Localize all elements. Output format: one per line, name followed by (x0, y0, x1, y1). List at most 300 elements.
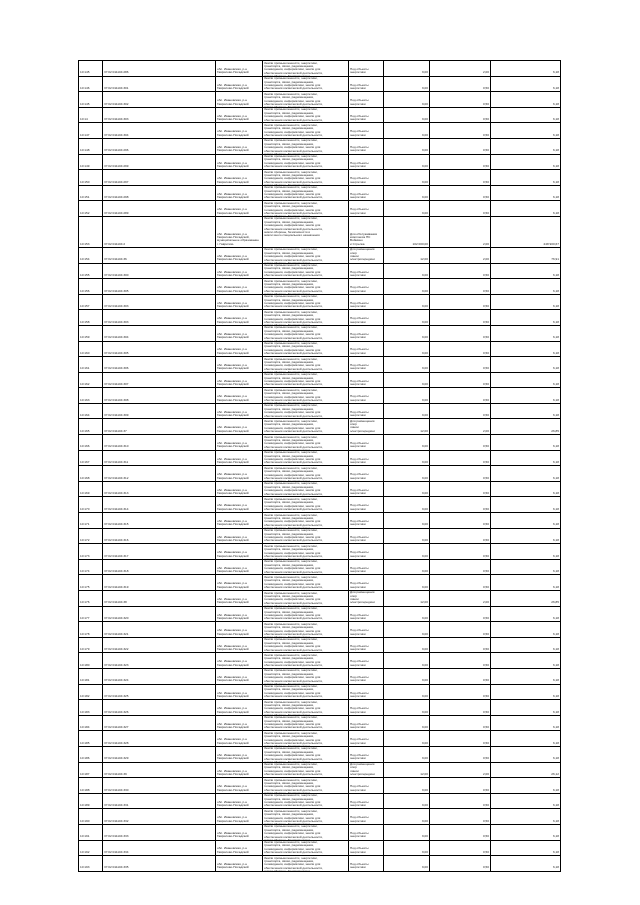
address-cell-text: обл. Ивановская, р-н Гаврилово-Посадский (217, 331, 249, 340)
area-cell-text: 9,00 (421, 382, 428, 387)
coefficient-cell (430, 794, 491, 809)
purpose-cell-text: Под объекты энергетики (350, 643, 369, 652)
address-cell (216, 622, 263, 637)
purpose-cell (349, 653, 384, 668)
value-cell (491, 310, 561, 325)
address-cell-text: обл. Ивановская, р-н Гаврилово-Посадский (217, 565, 249, 574)
purpose-cell-text: Под объекты энергетики (350, 331, 369, 340)
purpose-cell-text: Под объекты энергетики (350, 752, 369, 761)
table-row (79, 653, 561, 669)
row-number-cell-text: 10:146 (80, 85, 90, 90)
area-cell (384, 747, 430, 762)
land-category-cell-text: Земли промышленности, энергетики, транспорта, связи, радиовещания, телевидения, информатики, земли для обеспечения космической деятельности, (264, 294, 324, 309)
row-number-cell (79, 108, 103, 123)
land-category-cell (263, 575, 349, 590)
row-number-cell (79, 92, 103, 107)
address-cell-text: обл. Ивановская, р-н Гаврилово-Посадский (217, 113, 249, 122)
row-number-cell-text: 10:172 (80, 538, 90, 543)
row-number-cell-text: 10:181 (80, 678, 90, 683)
cadastral-number-cell (103, 466, 216, 481)
coefficient-cell-text: 0,50 (482, 678, 489, 683)
address-cell (216, 451, 263, 466)
coefficient-cell (430, 139, 491, 154)
land-category-cell (263, 404, 349, 419)
area-cell-text: 9,00 (421, 615, 428, 620)
purpose-cell-text: Под объекты энергетики (350, 129, 369, 137)
land-category-cell-text: Земли промышленности, энергетики, транспорта, связи, радиовещания, телевидения, информатики, земли для обеспечения космической деятельности, (264, 388, 324, 402)
cadastral-number-cell (103, 373, 216, 388)
cadastral-number-cell-text: 37:02:011104:2 (104, 241, 126, 246)
coefficient-cell (430, 700, 491, 715)
coefficient-cell-text: 0,50 (482, 553, 489, 558)
row-number-cell-text: 10:179 (80, 647, 90, 652)
cadastral-number-cell (103, 92, 216, 107)
cadastral-number-cell-text: 37:02:011104:313 (104, 491, 129, 496)
value-cell-text: 6,18 (552, 662, 559, 667)
coefficient-cell (430, 669, 491, 684)
value-cell-text: 6,18 (552, 631, 559, 636)
area-cell-text: 9,00 (421, 335, 428, 340)
value-cell (491, 77, 561, 92)
address-cell (216, 108, 263, 123)
table-row (79, 310, 561, 326)
cadastral-number-cell (103, 61, 216, 76)
coefficient-cell-text: 0,50 (482, 849, 489, 854)
coefficient-cell (430, 264, 491, 279)
value-cell-text: 6,18 (552, 304, 559, 309)
purpose-cell-text: Под объекты энергетики (350, 581, 369, 589)
cadastral-number-cell (103, 685, 216, 700)
area-cell-text: 9,00 (421, 460, 428, 465)
cadastral-number-cell (103, 700, 216, 715)
value-cell-text: 26,12 (551, 771, 559, 776)
row-number-cell (79, 825, 103, 840)
area-cell-text: 9,00 (421, 350, 428, 355)
area-cell-text: 9,00 (421, 725, 428, 730)
purpose-cell-text: Для обслуживания комплекса ПС Воймино и Стрелка (350, 231, 378, 246)
cadastral-number-cell-text: 37:02:011104:298 (104, 195, 129, 200)
cadastral-number-cell (103, 170, 216, 185)
area-cell (384, 466, 430, 481)
value-cell (491, 497, 561, 512)
land-category-cell (263, 92, 349, 107)
area-cell (384, 435, 430, 450)
cadastral-number-cell (103, 404, 216, 419)
area-cell (384, 529, 430, 544)
row-number-cell (79, 607, 103, 622)
row-number-cell (79, 731, 103, 746)
purpose-cell (349, 264, 384, 279)
land-category-cell-text: Земли промышленности, энергетики, транспорта, связи, радиовещания, телевидения, информатики, земли для обеспечения космической деятельности, (264, 809, 324, 824)
value-cell-text: 6,18 (552, 460, 559, 465)
area-cell-text: 9,00 (421, 756, 428, 761)
row-number-cell-text: 10:177 (80, 615, 90, 620)
land-category-cell (263, 155, 349, 170)
table-row (79, 560, 561, 576)
address-cell (216, 716, 263, 731)
cadastral-number-cell (103, 419, 216, 434)
address-cell (216, 92, 263, 107)
table-row (79, 295, 561, 311)
coefficient-cell-text: 0,50 (482, 335, 489, 340)
land-category-cell (263, 856, 349, 871)
purpose-cell-text: Для размещения опор линии электропередачи (350, 247, 375, 262)
value-cell-text: 6,18 (552, 179, 559, 184)
cadastral-number-cell-text: 37:02:011104:305 (104, 350, 129, 355)
cadastral-number-cell (103, 841, 216, 856)
area-cell-text: 9,00 (421, 413, 428, 418)
table-row (79, 685, 561, 701)
coefficient-cell-text: 0,50 (482, 350, 489, 355)
coefficient-cell (430, 451, 491, 466)
area-cell (384, 716, 430, 731)
purpose-cell-text: Под объекты энергетики (350, 799, 369, 808)
table-row (79, 123, 561, 139)
address-cell-text: обл. Ивановская, р-н Гаврилово-Посадский (217, 643, 249, 652)
purpose-cell (349, 139, 384, 154)
area-cell-text: 9,00 (421, 163, 428, 168)
land-category-cell (263, 310, 349, 325)
purpose-cell (349, 716, 384, 731)
value-cell (491, 92, 561, 107)
purpose-cell-text: Под объекты энергетики (350, 565, 369, 574)
coefficient-cell (430, 856, 491, 871)
value-cell (491, 591, 561, 606)
row-number-cell (79, 155, 103, 170)
address-cell-text: обл. Ивановская, р-н Гаврилово-Посадский (217, 799, 249, 808)
coefficient-cell-text: 0,50 (482, 117, 489, 122)
address-cell-text: обл. Ивановская, р-н Гаврилово-Посадский (217, 207, 249, 215)
cadastral-number-cell-text: 37:02:011104:307 (104, 382, 129, 387)
row-number-cell-text: 10:157 (80, 304, 90, 309)
table-row (79, 326, 561, 342)
coefficient-cell (430, 653, 491, 668)
row-number-cell (79, 497, 103, 512)
coefficient-cell (430, 575, 491, 590)
value-cell-text: 6,18 (552, 132, 559, 137)
value-cell (491, 373, 561, 388)
address-cell (216, 778, 263, 793)
cadastral-number-cell (103, 763, 216, 778)
purpose-cell-text: Под объекты энергетики (350, 830, 369, 839)
table-row (79, 747, 561, 763)
area-cell-text: 9,00 (421, 834, 428, 839)
cadastral-number-cell-text: 37:02:011104:309 (104, 413, 129, 418)
table-row (79, 731, 561, 747)
coefficient-cell (430, 685, 491, 700)
coefficient-cell-text: 2,00 (482, 600, 489, 605)
table-row (79, 700, 561, 716)
purpose-cell (349, 669, 384, 684)
land-category-cell-text: Земли промышленности, энергетики, транспорта, связи, радиовещания, телевидения, информатики, земли для обеспечения космической деятельности, (264, 435, 324, 449)
value-cell (491, 638, 561, 653)
cadastral-number-cell (103, 669, 216, 684)
purpose-cell-text: Под объекты энергетики (350, 82, 369, 90)
cadastral-number-cell (103, 591, 216, 606)
coefficient-cell (430, 513, 491, 528)
value-cell (491, 357, 561, 372)
address-cell-text: обл. Ивановская, р-н Гаврилово-Посадский (217, 378, 249, 387)
purpose-cell-text: Под объекты энергетики (350, 862, 369, 870)
cadastral-number-cell-text: 37:02:011104:37 (104, 428, 127, 433)
value-cell-text: 6,18 (552, 413, 559, 418)
cadastral-number-cell (103, 310, 216, 325)
coefficient-cell (430, 295, 491, 310)
area-cell-text: 9,00 (421, 210, 428, 215)
land-category-cell (263, 700, 349, 715)
cadastral-number-cell (103, 186, 216, 201)
cadastral-number-cell-text: 37:02:011104:38 (104, 600, 127, 605)
address-cell (216, 373, 263, 388)
cadastral-number-cell (103, 560, 216, 575)
value-cell (491, 108, 561, 123)
value-cell (491, 155, 561, 170)
coefficient-cell (430, 638, 491, 653)
value-cell (491, 685, 561, 700)
area-cell-text: 9,00 (421, 148, 428, 153)
address-cell (216, 170, 263, 185)
cadastral-number-cell (103, 482, 216, 497)
value-cell-text: 248 900,67 (543, 241, 559, 246)
cadastral-number-cell (103, 607, 216, 622)
cadastral-number-cell (103, 435, 216, 450)
purpose-cell (349, 92, 384, 107)
cadastral-number-cell (103, 279, 216, 294)
purpose-cell (349, 700, 384, 715)
row-number-cell (79, 419, 103, 434)
coefficient-cell (430, 92, 491, 107)
purpose-cell-text: Под объекты энергетики (350, 269, 369, 277)
row-number-cell-text: 10:189 (80, 803, 90, 808)
area-cell (384, 841, 430, 856)
coefficient-cell-text: 0,50 (482, 304, 489, 309)
area-cell (384, 544, 430, 559)
value-cell (491, 763, 561, 778)
address-cell-text: обл. Ивановская, р-н Гаврилово-Посадский (217, 269, 249, 277)
row-number-cell-text: 10:159 (80, 335, 90, 340)
area-cell-text: 9,00 (421, 849, 428, 854)
row-number-cell-text: 10:153 (80, 241, 90, 246)
area-cell (384, 763, 430, 778)
row-number-cell (79, 622, 103, 637)
row-number-cell-text: 10:184 (80, 725, 90, 730)
cadastral-number-cell-text: 37:02:011104:317 (104, 553, 129, 558)
coefficient-cell (430, 326, 491, 341)
address-cell (216, 217, 263, 247)
area-cell (384, 638, 430, 653)
purpose-cell-text: Под объекты энергетики (350, 285, 369, 293)
coefficient-cell-text: 0,50 (482, 460, 489, 465)
address-cell (216, 794, 263, 809)
row-number-cell (79, 373, 103, 388)
value-cell-text: 6,18 (552, 787, 559, 792)
value-cell (491, 248, 561, 263)
value-cell (491, 544, 561, 559)
land-category-cell (263, 201, 349, 216)
address-cell (216, 763, 263, 778)
coefficient-cell-text: 0,50 (482, 85, 489, 90)
land-category-cell-text: Земли промышленности, энергетики, транспорта, связи, радиовещания, телевидения, информатики, земли для обеспечения космической деятельности, (264, 325, 324, 340)
land-category-cell (263, 77, 349, 92)
row-number-cell (79, 310, 103, 325)
address-cell-text: обл. Ивановская, р-н Гаврилово-Посадский (217, 737, 249, 745)
coefficient-cell (430, 747, 491, 762)
address-cell (216, 560, 263, 575)
coefficient-cell (430, 123, 491, 138)
area-cell-text: 9,00 (421, 662, 428, 667)
cadastral-number-cell-text: 37:02:011104:305 (104, 288, 129, 293)
coefficient-cell (430, 825, 491, 840)
coefficient-cell-text: 0,50 (482, 569, 489, 574)
address-cell (216, 575, 263, 590)
area-cell (384, 622, 430, 637)
area-cell (384, 482, 430, 497)
coefficient-cell-text: 0,50 (482, 491, 489, 496)
cadastral-number-cell-text: 37:02:011104:318 (104, 569, 129, 574)
land-category-cell (263, 778, 349, 793)
coefficient-cell (430, 778, 491, 793)
value-cell-text: 6,18 (552, 709, 559, 714)
coefficient-cell-text: 0,50 (482, 272, 489, 277)
row-number-cell (79, 669, 103, 684)
purpose-cell (349, 591, 384, 606)
purpose-cell-text: Под объекты энергетики (350, 363, 369, 371)
value-cell-text: 76,91 (551, 257, 559, 262)
value-cell (491, 622, 561, 637)
cadastral-number-cell-text: 37:02:011104:331 (104, 803, 129, 808)
land-category-cell-text: Земли промышленности, энергетики, транспорта, связи, радиовещания, телевидения, информатики, земли для обеспечения космической деятельности, (264, 357, 324, 371)
table-row (79, 794, 561, 810)
land-category-cell-text: Земли промышленности, энергетики, транспорта, связи, радиовещания, телевидения, информатики, земли для обеспечения космической деятельности, (264, 185, 324, 200)
coefficient-cell-text: 0,50 (482, 584, 489, 589)
area-cell-text: 12,00 (420, 600, 428, 605)
purpose-cell-text: Под объекты энергетики (350, 815, 369, 823)
value-cell (491, 575, 561, 590)
land-category-cell-text: Земли промышленности, энергетики, транспорта, связи, радиовещания, телевидения, информатики, земли для обеспечения космической деятельности, (264, 263, 324, 278)
address-cell-text: обл. Ивановская, р-н Гаврилово-Посадский (217, 66, 249, 75)
purpose-cell-text: Под объекты энергетики (350, 160, 369, 168)
purpose-cell (349, 638, 384, 653)
coefficient-cell-text: 2,00 (482, 428, 489, 433)
cadastral-number-cell (103, 575, 216, 590)
row-number-cell-text: 10:165 (80, 428, 90, 433)
land-category-cell (263, 731, 349, 746)
land-category-cell (263, 544, 349, 559)
row-number-cell-text: 10:158 (80, 319, 90, 324)
cadastral-number-cell (103, 778, 216, 793)
purpose-cell-text: Под объекты энергетики (350, 300, 369, 309)
row-number-cell (79, 279, 103, 294)
purpose-cell-text: Под объекты энергетики (350, 846, 369, 854)
address-cell-text: обл. Ивановская, р-н Гаврилово-Посадский (217, 472, 249, 480)
area-cell-text: 9,00 (421, 787, 428, 792)
row-number-cell-text: 10:183 (80, 709, 90, 714)
area-cell-text: 9,00 (421, 319, 428, 324)
area-cell (384, 388, 430, 403)
area-cell (384, 77, 430, 92)
purpose-cell (349, 310, 384, 325)
land-category-cell (263, 388, 349, 403)
row-number-cell (79, 435, 103, 450)
land-category-cell (263, 279, 349, 294)
land-category-cell (263, 264, 349, 279)
coefficient-cell-text: 0,50 (482, 662, 489, 667)
purpose-cell-text: Под объекты энергетики (350, 394, 369, 402)
coefficient-cell (430, 716, 491, 731)
coefficient-cell (430, 544, 491, 559)
purpose-cell (349, 61, 384, 76)
value-cell-text: 6,18 (552, 491, 559, 496)
land-category-cell (263, 248, 349, 263)
land-category-cell (263, 685, 349, 700)
value-cell-text: 26,85 (551, 428, 559, 433)
row-number-cell-text: 10:156 (80, 288, 90, 293)
coefficient-cell-text: 2,00 (482, 70, 489, 75)
coefficient-cell-text: 0,50 (482, 693, 489, 698)
value-cell-text: 6,18 (552, 117, 559, 122)
area-cell-text: 9,00 (421, 366, 428, 371)
address-cell (216, 139, 263, 154)
area-cell-text: 9,00 (421, 397, 428, 402)
purpose-cell-text: Под объекты энергетики (350, 628, 369, 636)
coefficient-cell (430, 763, 491, 778)
row-number-cell-text: 10:167 (80, 460, 90, 465)
purpose-cell (349, 841, 384, 856)
purpose-cell-text: Под объекты энергетики (350, 316, 369, 324)
land-category-cell (263, 763, 349, 778)
purpose-cell-text: Под объекты энергетики (350, 659, 369, 667)
land-category-cell-text: Земли промышленности, энергетики, транспорта, связи, радиовещания, телевидения, информатики, земли для обеспечения космической деятельности, (264, 606, 324, 621)
row-number-cell-text: 10:182 (80, 693, 90, 698)
land-category-cell (263, 560, 349, 575)
purpose-cell-text: Под объекты энергетики (350, 378, 369, 387)
area-cell-text: 9,00 (421, 865, 428, 870)
purpose-cell (349, 607, 384, 622)
land-category-cell (263, 669, 349, 684)
purpose-cell (349, 217, 384, 247)
area-cell (384, 186, 430, 201)
address-cell-text: обл. Ивановская, р-н Гаврилово-Посадский (217, 191, 249, 200)
purpose-cell-text: Для размещения опор линии электропередачи (350, 419, 375, 433)
purpose-cell (349, 825, 384, 840)
land-category-cell (263, 373, 349, 388)
row-number-cell (79, 326, 103, 341)
area-cell (384, 497, 430, 512)
area-cell (384, 607, 430, 622)
purpose-cell-text: Под объекты энергетики (350, 207, 369, 215)
row-number-cell-text: 10:185 (80, 740, 90, 745)
area-cell (384, 451, 430, 466)
row-number-cell-text: 10:173 (80, 553, 90, 558)
area-cell (384, 419, 430, 434)
cadastral-number-cell-text: 37:02:011104:303 (104, 319, 129, 324)
land-category-cell (263, 622, 349, 637)
coefficient-cell-text: 0,50 (482, 132, 489, 137)
address-cell-text: обл. Ивановская, р-н Гаврилово-Посадский (217, 409, 249, 418)
coefficient-cell-text: 0,50 (482, 756, 489, 761)
cadastral-number-cell (103, 342, 216, 357)
value-cell-text: 6,18 (552, 553, 559, 558)
land-category-cell (263, 170, 349, 185)
purpose-cell-text: Под объекты энергетики (350, 690, 369, 698)
value-cell (491, 466, 561, 481)
value-cell-text: 6,18 (552, 350, 559, 355)
value-cell (491, 264, 561, 279)
area-cell (384, 373, 430, 388)
area-cell (384, 279, 430, 294)
address-cell-text: обл. Ивановская, р-н Гаврилово-Посадский (217, 98, 249, 106)
value-cell-text: 6,18 (552, 756, 559, 761)
